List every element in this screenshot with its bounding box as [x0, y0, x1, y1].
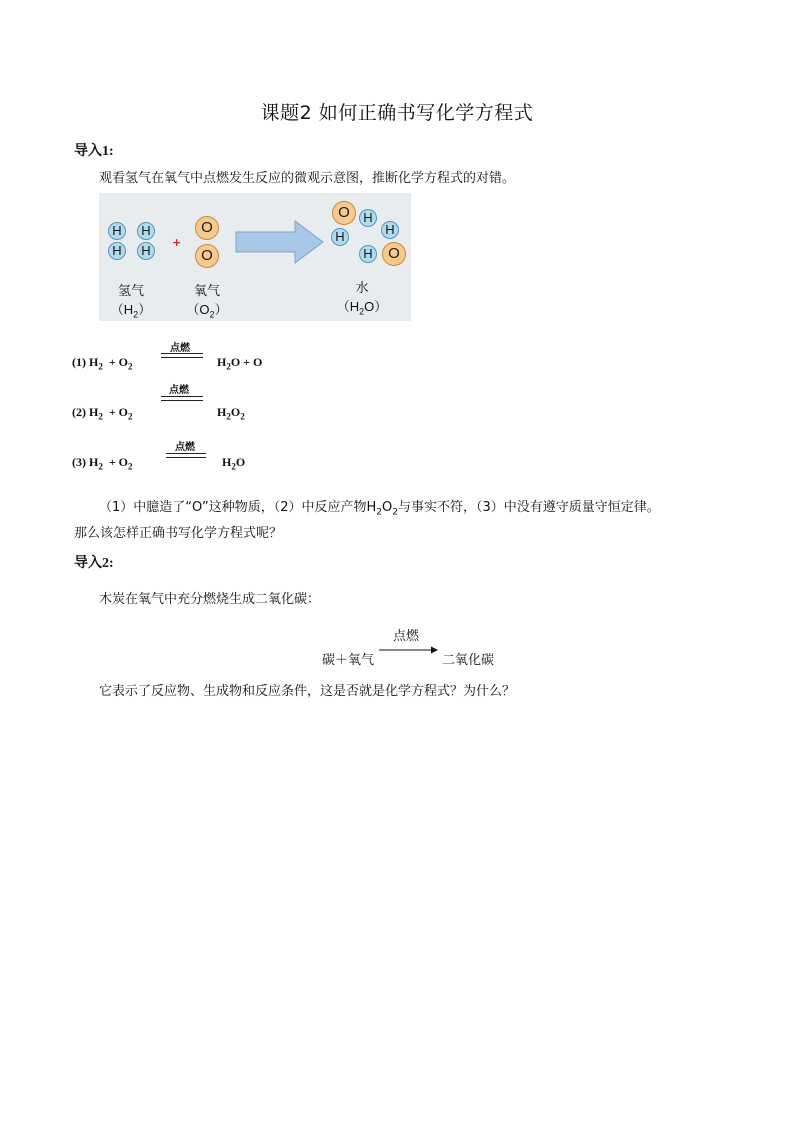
- equation-1-condition: 点燃: [170, 343, 190, 354]
- equation-3-reactants: (3) $H_2 + O_2$: [72, 455, 133, 472]
- equation-1-sign-bottom: [161, 357, 203, 358]
- intro2-heading: 导入2:: [74, 556, 114, 571]
- word-equation-condition: 点燃: [393, 629, 420, 644]
- analysis-line-1: （1）中臆造了“O”这种物质，（2）中反应产物$H_2O_2$与事实不符，（3）中没有遵守质量守恒定律。: [99, 500, 660, 518]
- water-label: 水 $(H_2O)$: [336, 280, 388, 317]
- oxygen-atom: O: [195, 244, 219, 268]
- equation-2-sign-top: [161, 396, 203, 397]
- intro1-description: 观看氢气在氧气中点燃发生反应的微观示意图，推断化学方程式的对错。: [99, 171, 516, 186]
- hydrogen-atom: H: [331, 228, 349, 246]
- intro2-description: 木炭在氧气中充分燃烧生成二氧化碳：: [99, 592, 321, 607]
- hydrogen-atom: H: [359, 245, 377, 263]
- equation-1-products: $H_2O + O$: [217, 355, 263, 372]
- equation-3-sign-top: [166, 453, 206, 454]
- equation-2-products: $H_2O_2$: [217, 405, 245, 422]
- oxygen-atom: O: [195, 216, 219, 240]
- equation-2-sign-bottom: [161, 400, 203, 401]
- equation-3-condition: 点燃: [175, 442, 195, 453]
- oxygen-atom: O: [332, 201, 356, 225]
- equation-1-reactants: (1) $H_2 + O_2$: [72, 355, 133, 372]
- equation-2-reactants: (2) $H_2 + O_2$: [72, 405, 133, 422]
- oxygen-atom: O: [382, 242, 406, 266]
- analysis-line-2: 那么该怎样正确书写化学方程式呢？: [74, 526, 283, 541]
- word-equation-reactants: 碳＋氧气: [322, 653, 375, 668]
- hydrogen-atom: H: [359, 209, 377, 227]
- word-equation-arrow-icon: [378, 645, 440, 655]
- hydrogen-atom: H: [108, 222, 126, 240]
- oxygen-label: 氧气 $(O_2)$: [186, 283, 228, 320]
- equation-3-products: $H_2O$: [222, 455, 246, 472]
- reaction-micro-diagram: [99, 193, 411, 321]
- word-equation-product: 二氧化碳: [442, 653, 495, 668]
- page-title: 课题2 如何正确书写化学方程式: [260, 102, 534, 124]
- intro1-heading: 导入1:: [74, 144, 114, 159]
- equation-1-sign-top: [161, 353, 203, 354]
- hydrogen-atom: H: [137, 222, 155, 240]
- intro2-question: 它表示了反应物、生成物和反应条件，这是否就是化学方程式？为什么？: [99, 684, 516, 699]
- plus-sign: +: [172, 236, 182, 249]
- hydrogen-atom: H: [108, 242, 126, 260]
- hydrogen-atom: H: [381, 221, 399, 239]
- hydrogen-atom: H: [137, 242, 155, 260]
- reaction-arrow-icon: [235, 219, 325, 265]
- hydrogen-label: 氢气 $(H_2)$: [110, 283, 152, 320]
- equation-3-sign-bottom: [166, 457, 206, 458]
- equation-2-condition: 点燃: [169, 385, 189, 396]
